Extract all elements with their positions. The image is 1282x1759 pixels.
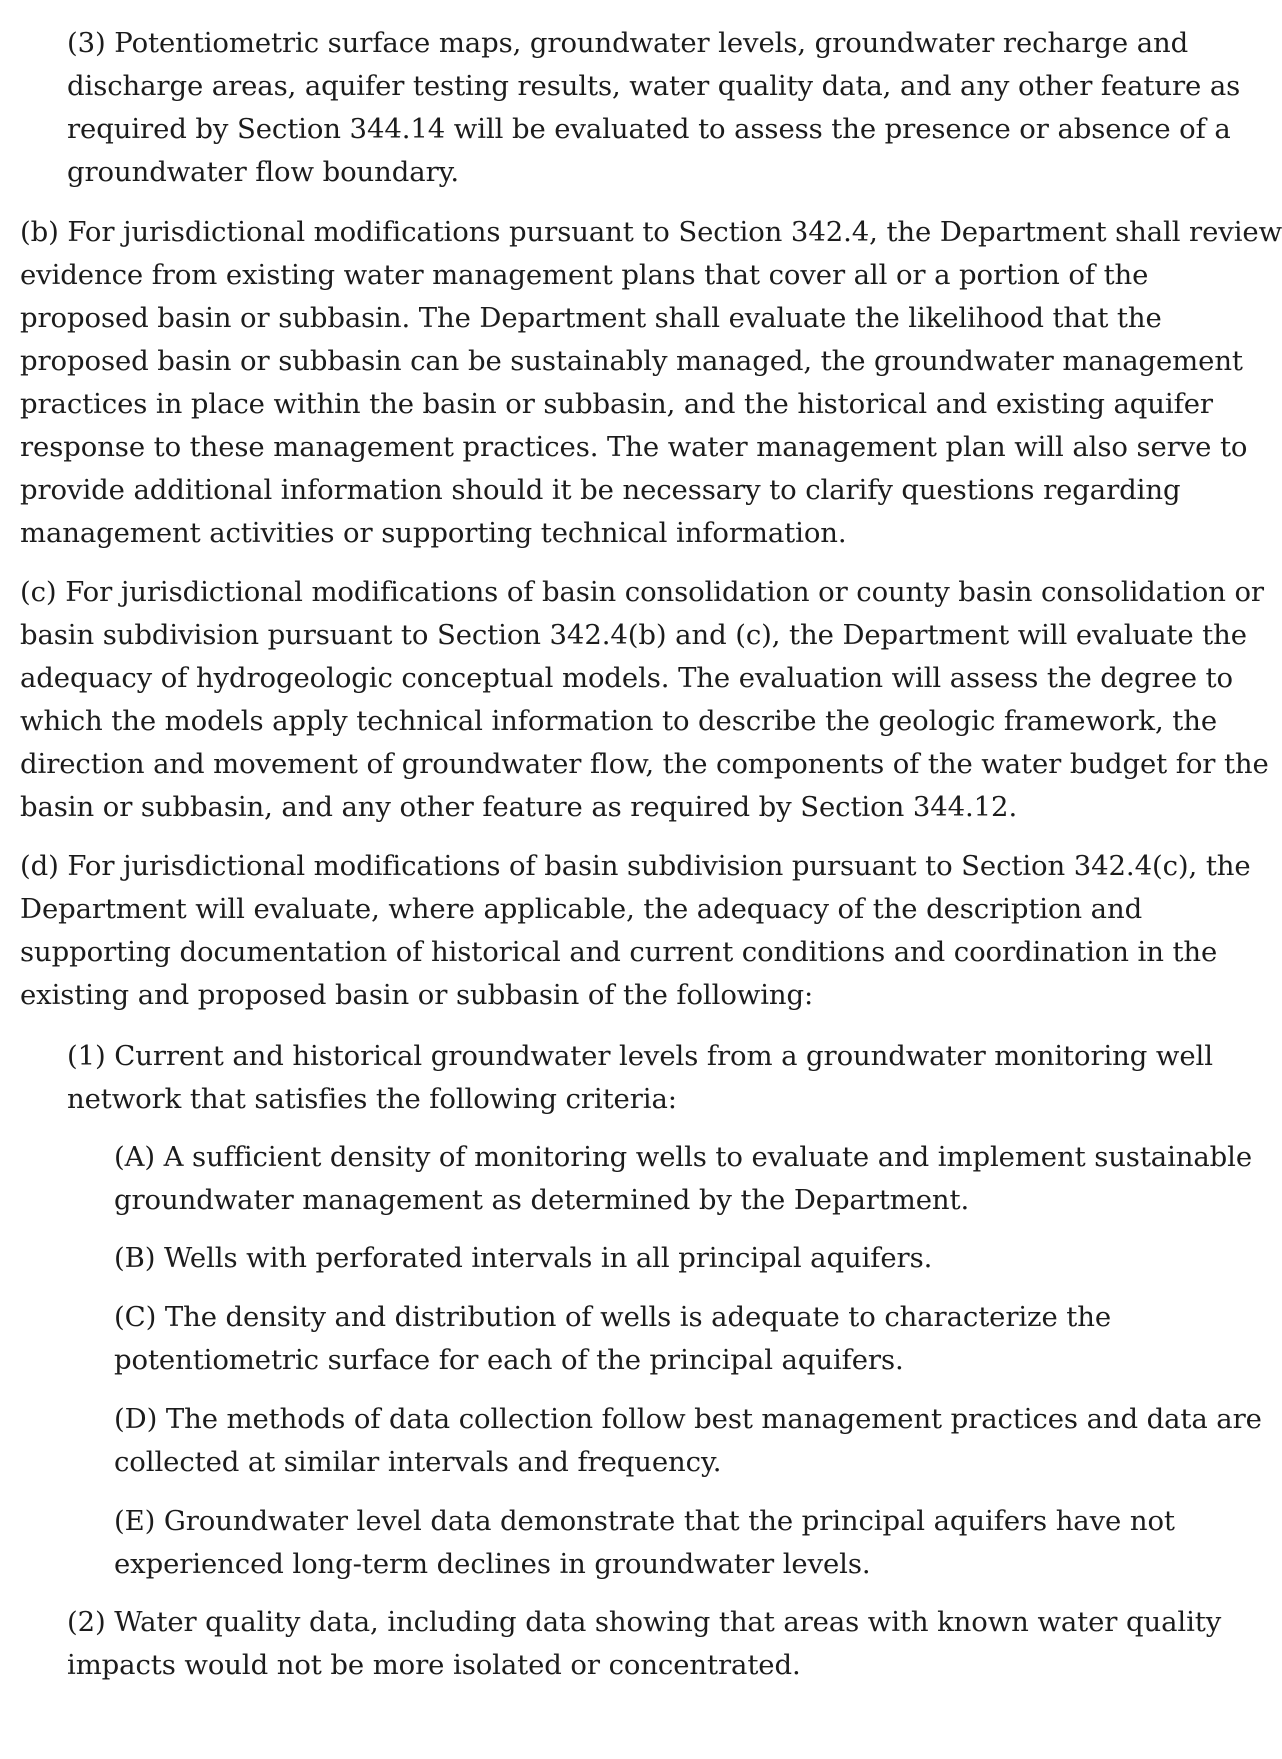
paragraph-d: (d) For jurisdictional modifications of basin subdivision pursuant to Section 342.4(c), the Department will evaluate, where applicable, the adequacy of the description and supporting documentation of historical and current conditions and coordination in the existing and proposed basin or subbasin of the following: <box>20 850 1251 1011</box>
paragraph-b: (b) For jurisdictional modifications pursuant to Section 342.4, the Department shall review evidence from existing water management plans that cover all or a portion of the proposed basin or subbasin. The Department shall evaluate the likelihood that the proposed basin or subbasin can be sustainably managed, the groundwater management practices in place within the basin or subbasin, and the historical and existing aquifer response to these management practices. The water management plan will also serve to provide additional information should it be necessary to clarify questions regarding management activities or supporting technical information. <box>20 216 1282 549</box>
paragraph-d-1-D: (D) The methods of data collection follow best management practices and data are collected at similar intervals and frequency. <box>114 1403 1262 1478</box>
paragraph-d-1-E: (E) Groundwater level data demonstrate that the principal aquifers have not experienced long-term declines in groundwater levels. <box>114 1505 1175 1580</box>
paragraph-d-1-C: (C) The density and distribution of wells is adequate to characterize the potentiometric surface for each of the principal aquifers. <box>114 1301 1112 1376</box>
paragraph-c: (c) For jurisdictional modifications of basin consolidation or county basin consolidation or basin subdivision pursuant to Section 342.4(b) and (c), the Department will evaluate the adequacy of hydrogeologic conceptual models. The evaluation will assess the degree to which the models apply technical information to describe the geologic framework, the direction and movement of groundwater flow, the components of the water budget for the basin or subbasin, and any other feature as required by Section 344.12. <box>20 576 1269 823</box>
paragraph-d-2: (2) Water quality data, including data showing that areas with known water quality impacts would not be more isolated or concentrated. <box>67 1606 1222 1681</box>
paragraph-d-1-B: (B) Wells with perforated intervals in all principal aquifers. <box>114 1242 933 1274</box>
paragraph-d-1: (1) Current and historical groundwater levels from a groundwater monitoring well network that satisfies the following criteria: <box>67 1040 1213 1115</box>
paragraph-a-3: (3) Potentiometric surface maps, groundwater levels, groundwater recharge and discharge areas, aquifer testing results, water quality data, and any other feature as required by Section 344.14 will be evaluated to assess the presence or absence of a groundwater flow boundary. <box>67 27 1241 188</box>
paragraph-d-1-A: (A) A sufficient density of monitoring wells to evaluate and implement sustainable groundwater management as determined by the Department. <box>114 1141 1253 1216</box>
